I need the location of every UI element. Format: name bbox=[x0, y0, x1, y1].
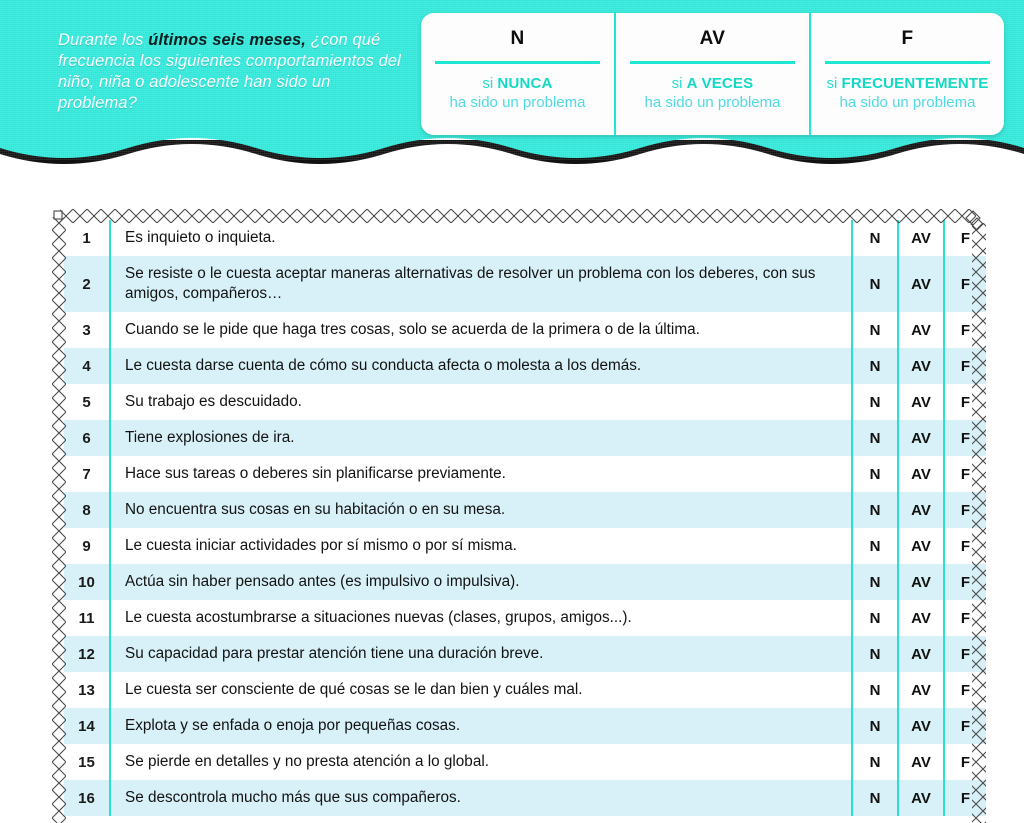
legend-column-f bbox=[809, 13, 1004, 135]
item-number: 3 bbox=[64, 312, 110, 348]
item-number: 13 bbox=[64, 672, 110, 708]
item-statement: Se resiste o le cuesta aceptar maneras alternativas de resolver un problema con los deberes, con sus amigos, compañeros… bbox=[125, 265, 816, 302]
option-n-cell[interactable]: N bbox=[852, 220, 898, 256]
option-n-cell[interactable]: N bbox=[852, 384, 898, 420]
table-row bbox=[64, 636, 986, 672]
item-number: 4 bbox=[64, 348, 110, 384]
item-number: 14 bbox=[64, 708, 110, 744]
option-f-cell[interactable]: F bbox=[944, 528, 986, 564]
item-statement: Le cuesta ser consciente de qué cosas se le dan bien y cuáles mal. bbox=[125, 681, 583, 698]
legend-rule-f bbox=[825, 61, 991, 64]
legend-suffix-av: ha sido un problema bbox=[644, 94, 781, 111]
option-n-cell[interactable]: N bbox=[852, 636, 898, 672]
item-number: 9 bbox=[64, 528, 110, 564]
table-row bbox=[64, 600, 986, 636]
item-number: 10 bbox=[64, 564, 110, 600]
item-number: 7 bbox=[64, 456, 110, 492]
option-av-cell[interactable]: AV bbox=[898, 420, 944, 456]
option-av-cell[interactable]: AV bbox=[898, 600, 944, 636]
option-f-cell[interactable]: F bbox=[944, 492, 986, 528]
option-n-cell[interactable]: N bbox=[852, 672, 898, 708]
option-f-cell[interactable]: F bbox=[944, 384, 986, 420]
table-row bbox=[64, 220, 986, 256]
item-statement: Su capacidad para prestar atención tiene una duración breve. bbox=[125, 645, 544, 662]
legend-prefix-f: si bbox=[826, 75, 842, 92]
items-table-body bbox=[64, 220, 986, 816]
option-f-cell[interactable]: F bbox=[944, 564, 986, 600]
item-statement: Actúa sin haber pensado antes (es impulsivo o impulsiva). bbox=[125, 573, 520, 590]
option-av-cell[interactable]: AV bbox=[898, 672, 944, 708]
option-n-cell[interactable]: N bbox=[852, 348, 898, 384]
item-number: 16 bbox=[64, 780, 110, 816]
header-prompt bbox=[58, 30, 408, 114]
option-f-cell[interactable]: F bbox=[944, 420, 986, 456]
option-f-cell[interactable]: F bbox=[944, 708, 986, 744]
item-statement: Es inquieto o inquieta. bbox=[125, 229, 276, 246]
option-n-cell[interactable]: N bbox=[852, 492, 898, 528]
legend-code-f: F bbox=[901, 28, 914, 49]
item-number: 11 bbox=[64, 600, 110, 636]
option-f-cell[interactable]: F bbox=[944, 456, 986, 492]
item-statement: Hace sus tareas o deberes sin planificarse previamente. bbox=[125, 465, 506, 482]
option-av-cell[interactable]: AV bbox=[898, 220, 944, 256]
legend-rule-n bbox=[435, 61, 601, 64]
option-f-cell[interactable]: F bbox=[944, 220, 986, 256]
prompt-text-rest: ¿con qué frecuencia los siguientes comportamientos del niño, niña o adolescente han sido un problema? bbox=[58, 31, 401, 112]
legend-prefix-av: si bbox=[671, 75, 687, 92]
option-f-cell[interactable]: F bbox=[944, 744, 986, 780]
option-n-cell[interactable]: N bbox=[852, 744, 898, 780]
item-statement: No encuentra sus cosas en su habitación o en su mesa. bbox=[125, 501, 506, 518]
option-f-cell[interactable]: F bbox=[944, 256, 986, 312]
legend-column-av bbox=[614, 13, 809, 135]
option-av-cell[interactable]: AV bbox=[898, 564, 944, 600]
legend-code-n: N bbox=[510, 28, 525, 49]
legend-rule-av bbox=[630, 61, 796, 64]
option-av-cell[interactable]: AV bbox=[898, 708, 944, 744]
option-f-cell[interactable]: F bbox=[944, 780, 986, 816]
legend-keyword-n: NUNCA bbox=[497, 75, 553, 92]
legend-term-av bbox=[672, 75, 754, 92]
items-table bbox=[64, 220, 986, 816]
item-statement: Le cuesta acostumbrarse a situaciones nuevas (clases, grupos, amigos...). bbox=[125, 609, 632, 626]
item-statement: Le cuesta iniciar actividades por sí mismo o por sí misma. bbox=[125, 537, 517, 554]
item-number: 15 bbox=[64, 744, 110, 780]
table-row bbox=[64, 312, 986, 348]
items-table-clip bbox=[64, 220, 986, 823]
table-row bbox=[64, 708, 986, 744]
legend-column-n bbox=[421, 13, 614, 135]
legend-term-n bbox=[482, 75, 552, 92]
option-av-cell[interactable]: AV bbox=[898, 780, 944, 816]
legend-code-av: AV bbox=[699, 28, 726, 49]
table-row bbox=[64, 564, 986, 600]
table-row bbox=[64, 528, 986, 564]
item-statement: Tiene explosiones de ira. bbox=[125, 429, 295, 446]
item-statement: Se pierde en detalles y no presta atención a lo global. bbox=[125, 753, 489, 770]
option-n-cell[interactable]: N bbox=[852, 564, 898, 600]
item-number: 2 bbox=[64, 256, 110, 312]
option-n-cell[interactable]: N bbox=[852, 708, 898, 744]
legend-keyword-av: A VECES bbox=[686, 75, 754, 92]
table-row bbox=[64, 780, 986, 816]
option-f-cell[interactable]: F bbox=[944, 636, 986, 672]
table-row bbox=[64, 256, 986, 312]
option-f-cell[interactable]: F bbox=[944, 348, 986, 384]
option-av-cell[interactable]: AV bbox=[898, 384, 944, 420]
option-av-cell[interactable]: AV bbox=[898, 492, 944, 528]
item-number: 5 bbox=[64, 384, 110, 420]
item-number: 8 bbox=[64, 492, 110, 528]
legend-keyword-f: FRECUENTEMENTE bbox=[841, 75, 989, 92]
option-f-cell[interactable]: F bbox=[944, 600, 986, 636]
item-number: 6 bbox=[64, 420, 110, 456]
header-band bbox=[0, 0, 1024, 172]
legend-suffix-f: ha sido un problema bbox=[839, 94, 976, 111]
item-statement: Se descontrola mucho más que sus compañeros. bbox=[125, 789, 461, 806]
option-f-cell[interactable]: F bbox=[944, 672, 986, 708]
option-n-cell[interactable]: N bbox=[852, 420, 898, 456]
option-av-cell[interactable]: AV bbox=[898, 528, 944, 564]
option-av-cell[interactable]: AV bbox=[898, 744, 944, 780]
table-row bbox=[64, 420, 986, 456]
option-av-cell[interactable]: AV bbox=[898, 312, 944, 348]
option-f-cell[interactable]: F bbox=[944, 312, 986, 348]
item-statement: Su trabajo es descuidado. bbox=[125, 393, 302, 410]
option-av-cell[interactable]: AV bbox=[898, 636, 944, 672]
legend-term-f bbox=[827, 75, 989, 92]
legend-card bbox=[421, 13, 1004, 135]
prompt-text-emphasis: últimos seis meses, bbox=[148, 31, 306, 49]
option-av-cell[interactable]: AV bbox=[898, 456, 944, 492]
option-n-cell[interactable]: N bbox=[852, 256, 898, 312]
option-n-cell[interactable]: N bbox=[852, 600, 898, 636]
option-n-cell[interactable]: N bbox=[852, 528, 898, 564]
item-statement: Explota y se enfada o enoja por pequeñas cosas. bbox=[125, 717, 461, 734]
legend-suffix-n: ha sido un problema bbox=[449, 94, 586, 111]
option-n-cell[interactable]: N bbox=[852, 312, 898, 348]
table-row bbox=[64, 672, 986, 708]
item-statement: Le cuesta darse cuenta de cómo su conducta afecta o molesta a los demás. bbox=[125, 357, 642, 374]
table-row bbox=[64, 744, 986, 780]
item-number: 1 bbox=[64, 220, 110, 256]
option-n-cell[interactable]: N bbox=[852, 456, 898, 492]
table-row bbox=[64, 456, 986, 492]
item-statement: Cuando se le pide que haga tres cosas, solo se acuerda de la primera o de la última. bbox=[125, 321, 700, 338]
legend-prefix-n: si bbox=[482, 75, 498, 92]
option-av-cell[interactable]: AV bbox=[898, 256, 944, 312]
prompt-text-lead: Durante los bbox=[58, 31, 149, 49]
option-n-cell[interactable]: N bbox=[852, 780, 898, 816]
option-av-cell[interactable]: AV bbox=[898, 348, 944, 384]
items-table-block bbox=[52, 209, 992, 823]
table-row bbox=[64, 384, 986, 420]
table-row bbox=[64, 348, 986, 384]
table-row bbox=[64, 492, 986, 528]
item-number: 12 bbox=[64, 636, 110, 672]
